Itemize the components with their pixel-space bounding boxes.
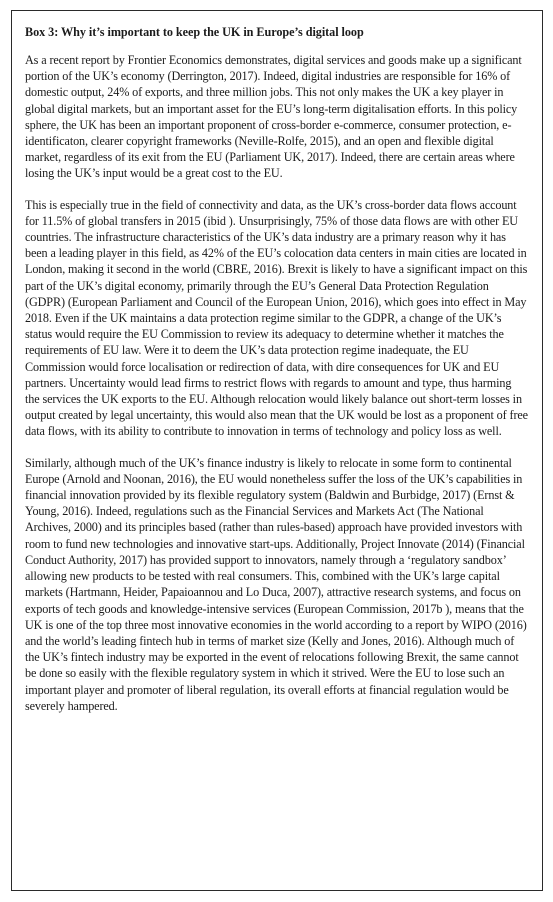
- paragraph-finance-innovation: Similarly, although much of the UK’s finance industry is likely to relocate in some form to continental Europe (Arnold and Noonan, 2016), the EU would nonetheless suffer the loss of the UK’s capabilities in financial innovation provided by its flexible regulatory system (Baldwin and Burbidge, 2017) (Ernst & Young, 2016). Indeed, regulations such as the Financial Services and Markets Act (The National Archives, 2000) and its principles based (rather than rules-based) approach have provided investors with room to fund new technologies and innovative start-ups. Additionally, Project Innovate (2014) (Financial Conduct Authority, 2017) has provided support to innovators, namely through a ‘regulatory sandbox’ allowing new products to be tested with real consumers. This, combined with the UK’s large capital markets (Hartmann, Heider, Papaioannou and Lo Duca, 2007), attractive research systems, and focus on exports of tech goods and knowledge-intensive services (European Commission, 2017b ), means that the UK is one of the top three most innovative economies in the world according to a report by WIPO (2016) and the world’s leading fintech hub in terms of market size (Kelly and Jones, 2016). Although much of the UK’s fintech industry may be exported in the event of relocations following Brexit, the same cannot be done so easily with the flexible regulatory system in which it strived. Were the EU to lose such an important player and promoter of liberal regulation, its overall efforts at financial regulation would be severely hampered.: [25, 455, 527, 713]
- text-box: [11, 10, 543, 891]
- box-title: Box 3: Why it’s important to keep the UK in Europe’s digital loop: [25, 25, 364, 39]
- paragraph-digital-economy: As a recent report by Frontier Economics demonstrates, digital services and goods make up a significant portion of the UK’s economy (Derrington, 2017). Indeed, digital industries are responsible for 16% of domestic output, 24% of exports, and three million jobs. This not only makes the UK a key player in global digital markets, but an important asset for the EU’s long-term digitalisation efforts. In this policy sphere, the UK has been an important proponent of cross-border e-commerce, consumer protection, e-identificaton, clearer copyright frameworks (Neville-Rolfe, 2015), and an open and flexible digital market, regardless of its exit from the EU (Parliament UK, 2017). Indeed, there are certain areas where losing the UK’s input would be a great cost to the EU.: [25, 53, 522, 181]
- paragraph-data-flows: This is especially true in the field of connectivity and data, as the UK’s cross-border data flows account for 11.5% of global transfers in 2015 (ibid ). Unsurprisingly, 75% of those data flows are with other EU countries. The infrastructure characteristics of the UK’s data industry are a primary reason why it has been a leading player in this field, as 42% of the EU’s colocation data centers in main cities are located in London, making it second in the world (CBRE, 2016). Brexit is likely to have a significant impact on this part of the UK’s digital economy, primarily through the EU’s General Data Protection Regulation (GDPR) (European Parliament and Council of the European Union, 2016), which goes into effect in May 2018. Even if the UK maintains a data protection regime similar to the GDPR, a change of the UK’s status would require the EU Commission to review its adequacy to determine whether it matches the requirements of EU law. Were it to deem the UK’s data protection regime inadequate, the EU Commission would force localisation or redirection of data, with dire consequences for UK and EU partners. Uncertainty would lead firms to restrict flows with regards to amount and type, thus harming the services the UK exports to the EU. Although relocation would likely balance out short-term losses in output created by legal uncertainty, this would also mean that the UK would be lost as a proponent of free data flows, with its ability to contribute to innovation in terms of technology and policy loss as well.: [25, 197, 528, 439]
